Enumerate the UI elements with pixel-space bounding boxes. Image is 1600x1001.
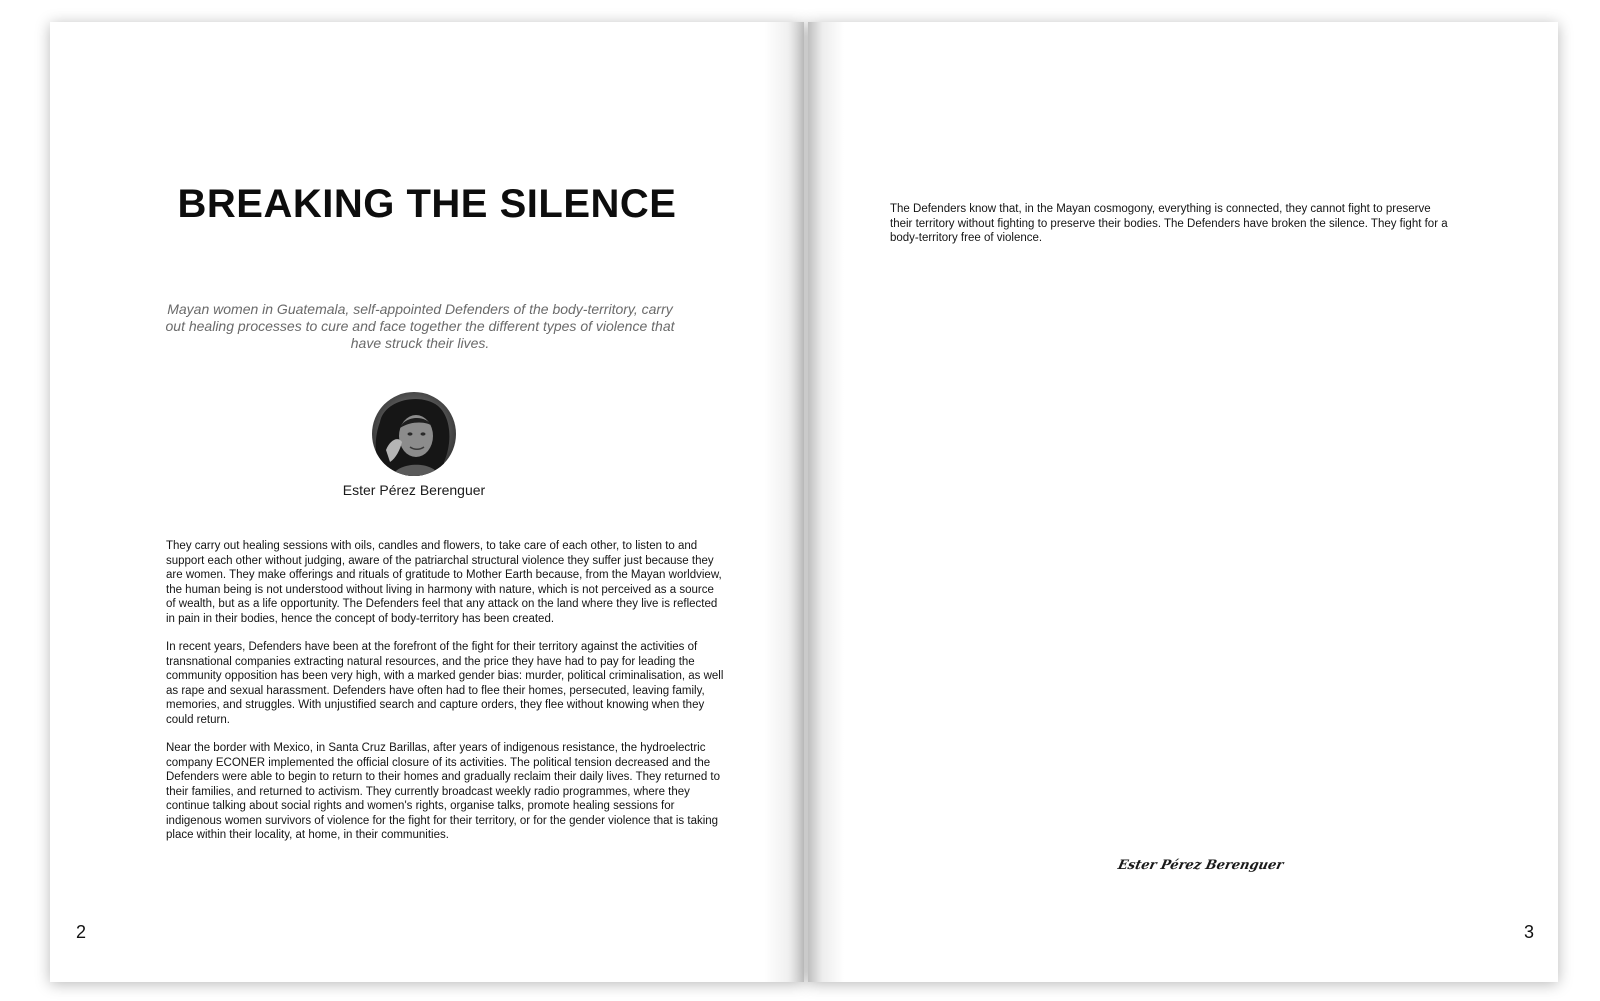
article-body <box>166 539 726 857</box>
right-page <box>808 22 1558 982</box>
author-photo <box>372 392 456 476</box>
left-page <box>50 22 804 982</box>
right-page-gutter-shadow <box>808 22 844 982</box>
author-portrait-image <box>372 392 456 476</box>
magazine-spread <box>50 22 1558 982</box>
page-number-right: 3 <box>1523 922 1534 942</box>
body-paragraph: Near the border with Mexico, in Santa Cruz Barillas, after years of indigenous resistance, the hydroelectric company ECONER implemented the official closure of its activities. The political tension decreased and the Defenders were able to begin to return to their homes and gradually reclaim their daily lives. They returned to their families, and returned to activism. They currently broadcast weekly radio programmes, where they continue talking about social rights and women's rights, organise talks, promote healing sessions for indigenous women survivors of violence for the fight for their territory, or for the gender violence that is taking place within their locality, at home, in their communities. <box>166 742 720 841</box>
author-name: Ester Pérez Berenguer <box>342 482 486 498</box>
body-paragraph: They carry out healing sessions with oils, candles and flowers, to take care of each other, to listen to and support each other without judging, aware of the patriarchal structural violence they suffer just because they are women. They make offerings and rituals of gratitude to Mother Earth because, from the Mayan worldview, the human being is not understood without living in harmony with nature, which is not perceived as a source of wealth, but as a life opportunity. The Defenders feel that any attack on the land where they live is reflected in pain in their bodies, hence the concept of body-territory has been created. <box>166 540 722 625</box>
body-paragraph: In recent years, Defenders have been at the forefront of the fight for their territory against the activities of transnational companies extracting natural resources, and the price they have had to pay for leading the community opposition has been very high, with a marked gender bias: murder, political criminalisation, as well as rape and sexual harassment. Defenders have often had to flee their homes, persecuted, leaving family, memories, and struggles. With unjustified search and capture orders, they flee without knowing when they could return. <box>166 641 724 726</box>
page-number-left: 2 <box>76 922 87 942</box>
author-signature: Ester Pérez Berenguer <box>1116 858 1285 873</box>
article-title: BREAKING THE SILENCE <box>177 182 677 226</box>
article-subtitle: Mayan women in Guatemala, self-appointed Defenders of the body-territory, carry out healing processes to cure and face together the different types of violence that have struck their lives. <box>165 301 675 351</box>
closing-paragraph: The Defenders know that, in the Mayan cosmogony, everything is connected, they cannot fight to preserve their territory without fighting to preserve their bodies. The Defenders have broken the silence. They fight for a body-territory free of violence. <box>890 203 1448 244</box>
left-page-gutter-shadow <box>764 22 804 982</box>
